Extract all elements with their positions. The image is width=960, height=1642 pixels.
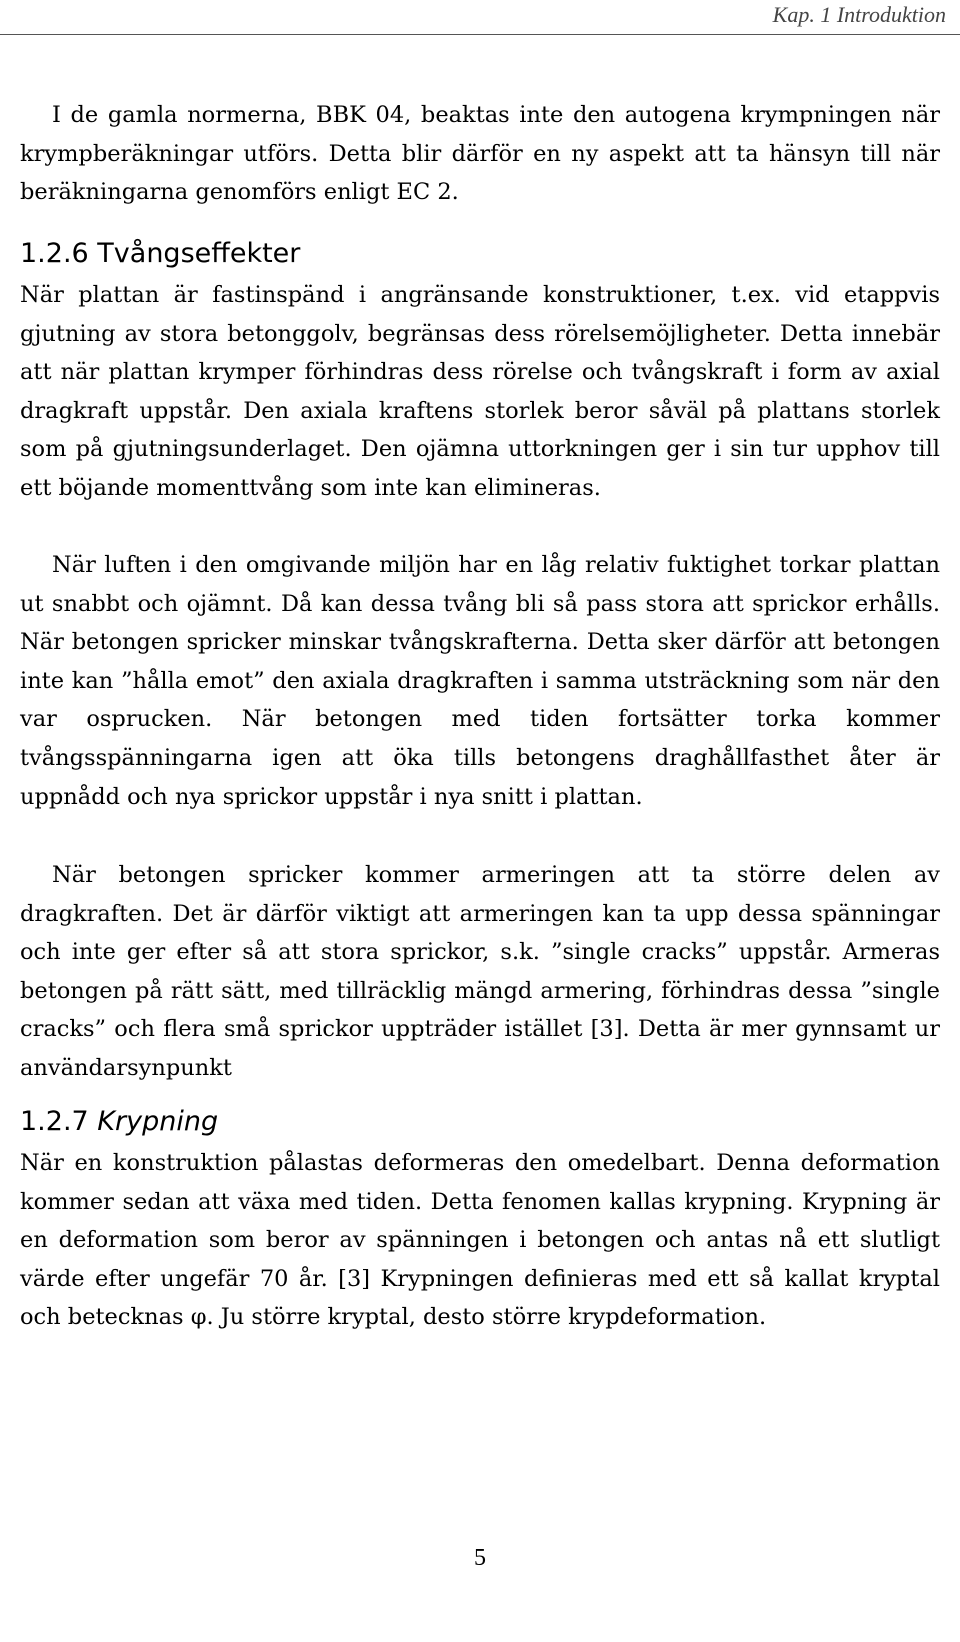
section-1-2-6-paragraph-1: När plattan är fastinspänd i angränsande konstruktioner, t.ex. vid etappvis gjutning av stora betonggolv, begränsas dess rörelsemöjligheter. Detta innebär att när plattan krymper förhindras dess rörelse och tvångskraft i form av axial dragkraft uppstår. Den axiala kraftens storlek beror såväl på plattans storlek som på gjutningsunderlaget. Den ojämna uttorkningen ger i sin tur upphov till ett böjande momenttvång som inte kan elimineras. (20, 282, 940, 501)
running-header (0, 0, 960, 35)
section-heading-1-2-6 (20, 236, 300, 272)
running-header-title: Kap. 1 Introduktion (772, 2, 946, 27)
section-1-2-6-paragraph-3: När betongen spricker kommer armeringen att ta större delen av dragkraften. Det är därför viktigt att armeringen kan ta upp dessa spänningar och inte ger efter så att stora sprickor, s.k. ”single cracks” uppstår. Armeras betongen på rätt sätt, med tillräcklig mängd armering, förhindras dessa ”single cracks” och flera små sprickor uppträder istället [3]. Detta är mer gynnsamt ur användarsynpunkt (20, 862, 940, 1081)
section-heading-1-2-7 (20, 1104, 218, 1140)
section-title: Tvångseffekter (97, 238, 301, 269)
section-1-2-7-paragraph: När en konstruktion pålastas deformeras den omedelbart. Denna deformation kommer sedan att växa med tiden. Detta fenomen kallas krypning. Krypning är en deformation som beror av spänningen i betongen och antas nå ett slutligt värde efter ungefär 70 år. [3] Krypningen definieras med ett så kallat kryptal och betecknas φ. Ju större kryptal, desto större krypdeformation. (20, 1150, 940, 1331)
section-number: 1.2.6 (20, 238, 89, 269)
page-number: 5 (474, 1545, 486, 1571)
section-1-2-6-paragraph-2: När luften i den omgivande miljön har en låg relativ fuktighet torkar plattan ut snabbt och ojämnt. Då kan dessa tvång bli så pass stora att sprickor erhålls. När betongen spricker minskar tvångskrafterna. Detta sker därför att betongen inte kan ”hålla emot” den axiala dragkraften i samma utsträckning som när den var osprucken. När betongen med tiden fortsätter torka kommer tvångsspänningarna igen att öka tills betongens draghållfasthet åter är uppnådd och nya sprickor uppstår i nya snitt i plattan. (20, 552, 940, 810)
section-title: Krypning (97, 1106, 219, 1137)
intro-paragraph: I de gamla normerna, BBK 04, beaktas inte den autogena krympningen när krympberäkningar utförs. Detta blir därför en ny aspekt att ta hänsyn till när beräkningarna genomförs enligt EC 2. (20, 102, 940, 206)
section-number: 1.2.7 (20, 1106, 89, 1137)
